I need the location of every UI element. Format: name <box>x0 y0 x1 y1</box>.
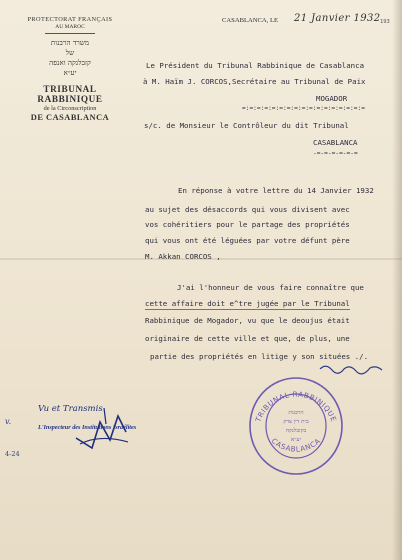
letterhead-place: DE CASABLANCA <box>30 113 110 122</box>
margin-number: 4-24 <box>5 450 20 458</box>
round-stamp-top-text: TRIBUNAL RABBINIQUE <box>253 389 339 424</box>
addressee-separator: =:=:=:=:=:=:=:=:=:=:=:=:=:=:=:=:= <box>242 105 365 112</box>
inspector-signature-scrawl <box>70 404 140 456</box>
body-p2-line5: partie des propriétés en litige y son situées ./. <box>150 352 369 361</box>
letterhead-rule <box>45 33 95 34</box>
letterhead-title: TRIBUNAL RABBINIQUE <box>37 84 103 104</box>
body-p2-line3: Rabbinique de Mogador, vu que le deoujus était <box>145 316 350 325</box>
addressee-line3: MOGADOR <box>316 94 348 103</box>
body-p1-line2: au sujet des désaccords qui vous divisent avec <box>145 205 350 214</box>
body-p1-line1: En réponse à votre lettre du 14 Janvier 1932 <box>178 186 374 195</box>
round-stamp-hebrew4: יע״א <box>290 437 302 443</box>
margin-mark: v. <box>5 417 12 426</box>
inspector-stamp-title: L'Inspecteur des Institutions Israélites <box>38 424 137 431</box>
addressee-line6: CASABLANCA <box>313 138 358 147</box>
inspector-stamp-signature: Vu et Transmis <box>38 404 103 414</box>
page-edge-shadow <box>392 0 402 560</box>
addressee-line5: s/c. de Monsieur le Contrôleur du dit Tribunal <box>144 121 349 130</box>
letterhead-hebrew2: של <box>65 48 75 57</box>
body-p2-line1: J'ai l'honneur de vous faire connaître que <box>177 283 364 292</box>
letterhead-hebrew3: קזבלנקה ואנפה <box>49 58 91 67</box>
letterhead-subtitle: de la Circonscription <box>43 105 97 112</box>
round-stamp-hebrew2: בית דין צדק <box>283 419 309 425</box>
round-stamp-hebrew3: בקזבלנקה <box>285 428 307 434</box>
letterhead-line2: AU MAROC <box>55 24 85 30</box>
addressee-separator-2: -=-=-=-=-=-= <box>313 150 358 157</box>
letterhead <box>10 16 130 122</box>
body-p1-line4: qui vous ont été léguées par votre défunt père <box>145 236 350 245</box>
body-p2-line4: originaire de cette ville et que, de plus, une <box>145 334 350 343</box>
date-value: 21 Janvier 1932 <box>294 13 381 24</box>
letterhead-hebrew4: יע״א <box>63 68 77 77</box>
body-p1-line3: vos cohéritiers pour le partage des propriétés <box>145 220 350 229</box>
round-tribunal-stamp <box>245 368 347 478</box>
date-prefix: CASABLANCA, LE <box>222 17 279 24</box>
addressee-line1: Le Président du Tribunal Rabbinique de Casablanca <box>146 61 365 70</box>
round-stamp-bottom-text: CASABLANCA <box>269 436 323 454</box>
body-p1-line5: M. Akkan CORCOS , <box>145 252 221 261</box>
round-stamp-hebrew1: הרבנות <box>288 410 304 416</box>
letterhead-line1: PROTECTORAT FRANÇAIS <box>27 16 113 23</box>
addressee-line2: à M. Haïm J. CORCOS,Secrétaire au Tribunal de Paix <box>143 77 366 86</box>
body-p2-line2: cette affaire doit e^tre jugée par le Tribunal <box>145 299 350 308</box>
letterhead-hebrew1: משרד הרבנות <box>50 38 90 47</box>
printed-year-suffix: 193 <box>380 19 390 25</box>
